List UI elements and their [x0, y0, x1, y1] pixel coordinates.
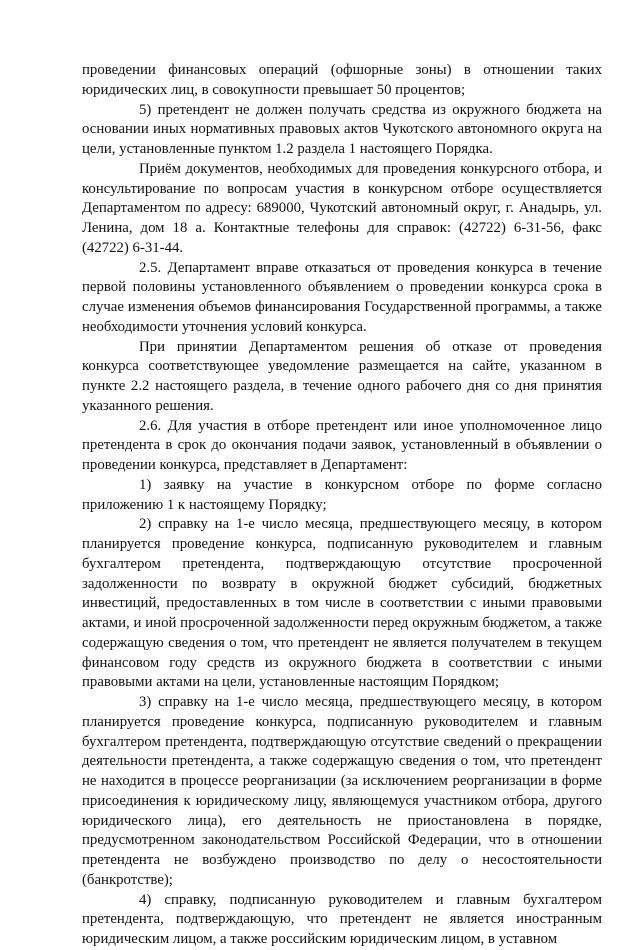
- paragraph-continuation: проведении финансовых операций (офшорные зоны) в отношении таких юридических лиц, в совокупности превышает 50 процентов;: [82, 62, 602, 98]
- paragraph-refusal-notice: При принятии Департаментом решения об отказе от проведения конкурса соответствующее уведомление размещается на сайте, указанном в пункте 2.2 настоящего раздела, в течение одного рабочего дня со дня принятия указанного решения.: [82, 338, 602, 414]
- paragraph-item-5: 5) претендент не должен получать средства из окружного бюджета на основании иных нормативных правовых актов Чукотского автономного округа на цели, установленные пунктом 1.2 раздела 1 настоящего Порядка.: [82, 101, 602, 157]
- paragraph-item-3: 3) справку на 1-е число месяца, предшествующего месяцу, в котором планируется проведение конкурса, подписанную руководителем и главным бухгалтером претендента, подтверждающую отсутствие сведений о прекращении деятельности претендента, а также содержащую сведения о том, что претендент не находится в процессе реорганизации (за исключением реорганизации в форме присоединения к юридическому лицу, являющемуся участником отбора, другого юридического лица), его деятельность не приостановлена в порядке, предусмотренном законодательством Российской Федерации, что в отношении претендента не возбуждено производство по делу о несостоятельности (банкротстве);: [82, 694, 602, 888]
- paragraph-item-4: 4) справку, подписанную руководителем и главным бухгалтером претендента, подтверждающую, что претендент не является иностранным юридическим лицом, а также российским юридическим лицом, в уставном: [82, 891, 602, 947]
- paragraph-item-1: 1) заявку на участие в конкурсном отборе по форме согласно приложению 1 к настоящему Порядку;: [82, 476, 602, 513]
- paragraph-2-5: 2.5. Департамент вправе отказаться от проведения конкурса в течение первой половины установленного объявлением о проведении конкурса срока в случае изменения объемов финансирования Государственной программы, а также необходимости уточнения условий конкурса.: [82, 259, 602, 335]
- paragraph-document-reception: Приём документов, необходимых для проведения конкурсного отбора, и консультирование по вопросам участия в конкурсном отборе осуществляется Департаментом по адресу: 689000, Чукотский автономный округ, г. Анадырь, ул. Ленина, дом 18 а. Контактные телефоны для справок: (42722) 6-31-56, факс (42722) 6-31-44.: [82, 160, 602, 256]
- paragraph-item-2: 2) справку на 1-е число месяца, предшествующего месяцу, в котором планируется проведение конкурса, подписанную руководителем и главным бухгалтером претендента, подтверждающую отсутствие просроченной задолженности по возврату в окружной бюджет субсидий, бюджетных инвестиций, предоставленных в том числе в соответствии с иными правовыми актами, и иной просроченной задолженности перед окружным бюджетом, а также содержащую сведения о том, что претендент не является получателем в текущем финансовом году средств из окружного бюджета в соответствии с иными правовыми актами на цели, установленные настоящим Порядком;: [82, 516, 602, 691]
- paragraph-2-6: 2.6. Для участия в отборе претендент или иное уполномоченное лицо претендента в срок до окончания подачи заявок, установленный в объявлении о проведении конкурса, представляет в Департамент:: [82, 417, 602, 473]
- document-body: [82, 61, 602, 950]
